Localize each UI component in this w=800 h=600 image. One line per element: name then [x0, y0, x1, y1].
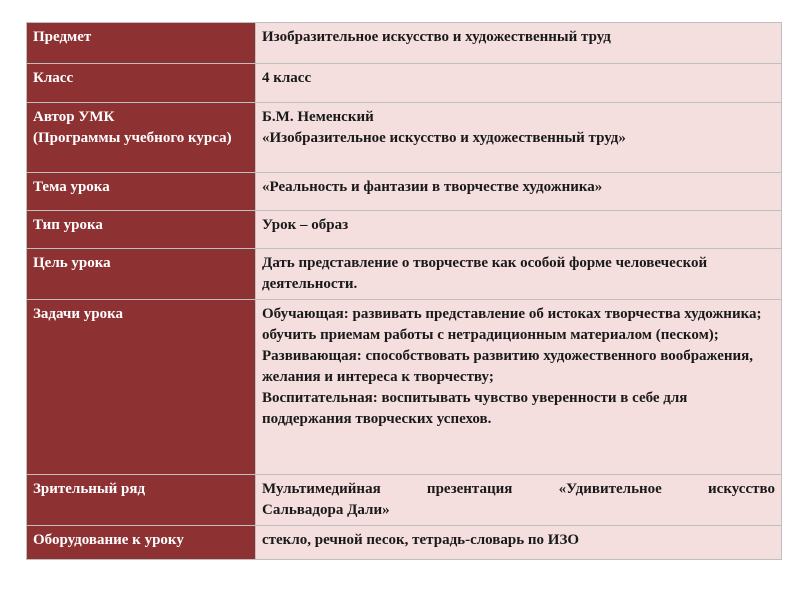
row-value-visual-line2: Сальвадора Дали»	[262, 502, 390, 518]
table-row	[27, 173, 782, 211]
row-label-author: Автор УМК (Программы учебного курса)	[27, 103, 256, 173]
table-row	[27, 526, 782, 560]
table-row	[27, 475, 782, 526]
row-value-subject: Изобразительное искусство и художественный труд	[256, 23, 782, 64]
row-value-equipment: стекло, речной песок, тетрадь-словарь по ИЗО	[256, 526, 782, 560]
row-label-equipment: Оборудование к уроку	[27, 526, 256, 560]
row-label-visual: Зрительный ряд	[27, 475, 256, 526]
table-row	[27, 103, 782, 173]
row-value-type: Урок – образ	[256, 211, 782, 249]
table-row	[27, 211, 782, 249]
row-label-goal: Цель урока	[27, 249, 256, 300]
table-row	[27, 249, 782, 300]
row-value-visual	[256, 475, 782, 526]
lesson-info-table	[26, 22, 782, 560]
row-value-topic: «Реальность и фантазии в творчестве художника»	[256, 173, 782, 211]
row-label-subject: Предмет	[27, 23, 256, 64]
row-label-type: Тип урока	[27, 211, 256, 249]
row-label-grade: Класс	[27, 64, 256, 103]
table-row	[27, 300, 782, 475]
table-row	[27, 23, 782, 64]
row-value-visual-line1: Мультимедийная презентация «Удивительное искусство	[262, 481, 775, 497]
row-label-topic: Тема урока	[27, 173, 256, 211]
row-value-grade: 4 класс	[256, 64, 782, 103]
row-value-goal: Дать представление о творчестве как особой форме человеческой деятельности.	[256, 249, 782, 300]
table-row	[27, 64, 782, 103]
row-label-tasks: Задачи урока	[27, 300, 256, 475]
row-value-tasks: Обучающая: развивать представление об истоках творчества художника; обучить приемам работы с нетрадиционным материалом (песком); Развивающая: способствовать развитию художественного воображения, желания и интереса к творчеству; Воспитательная: воспитывать чувство уверенности в себе для поддержания творческих успехов.	[256, 300, 782, 475]
row-value-author: Б.М. Неменский «Изобразительное искусство и художественный труд»	[256, 103, 782, 173]
